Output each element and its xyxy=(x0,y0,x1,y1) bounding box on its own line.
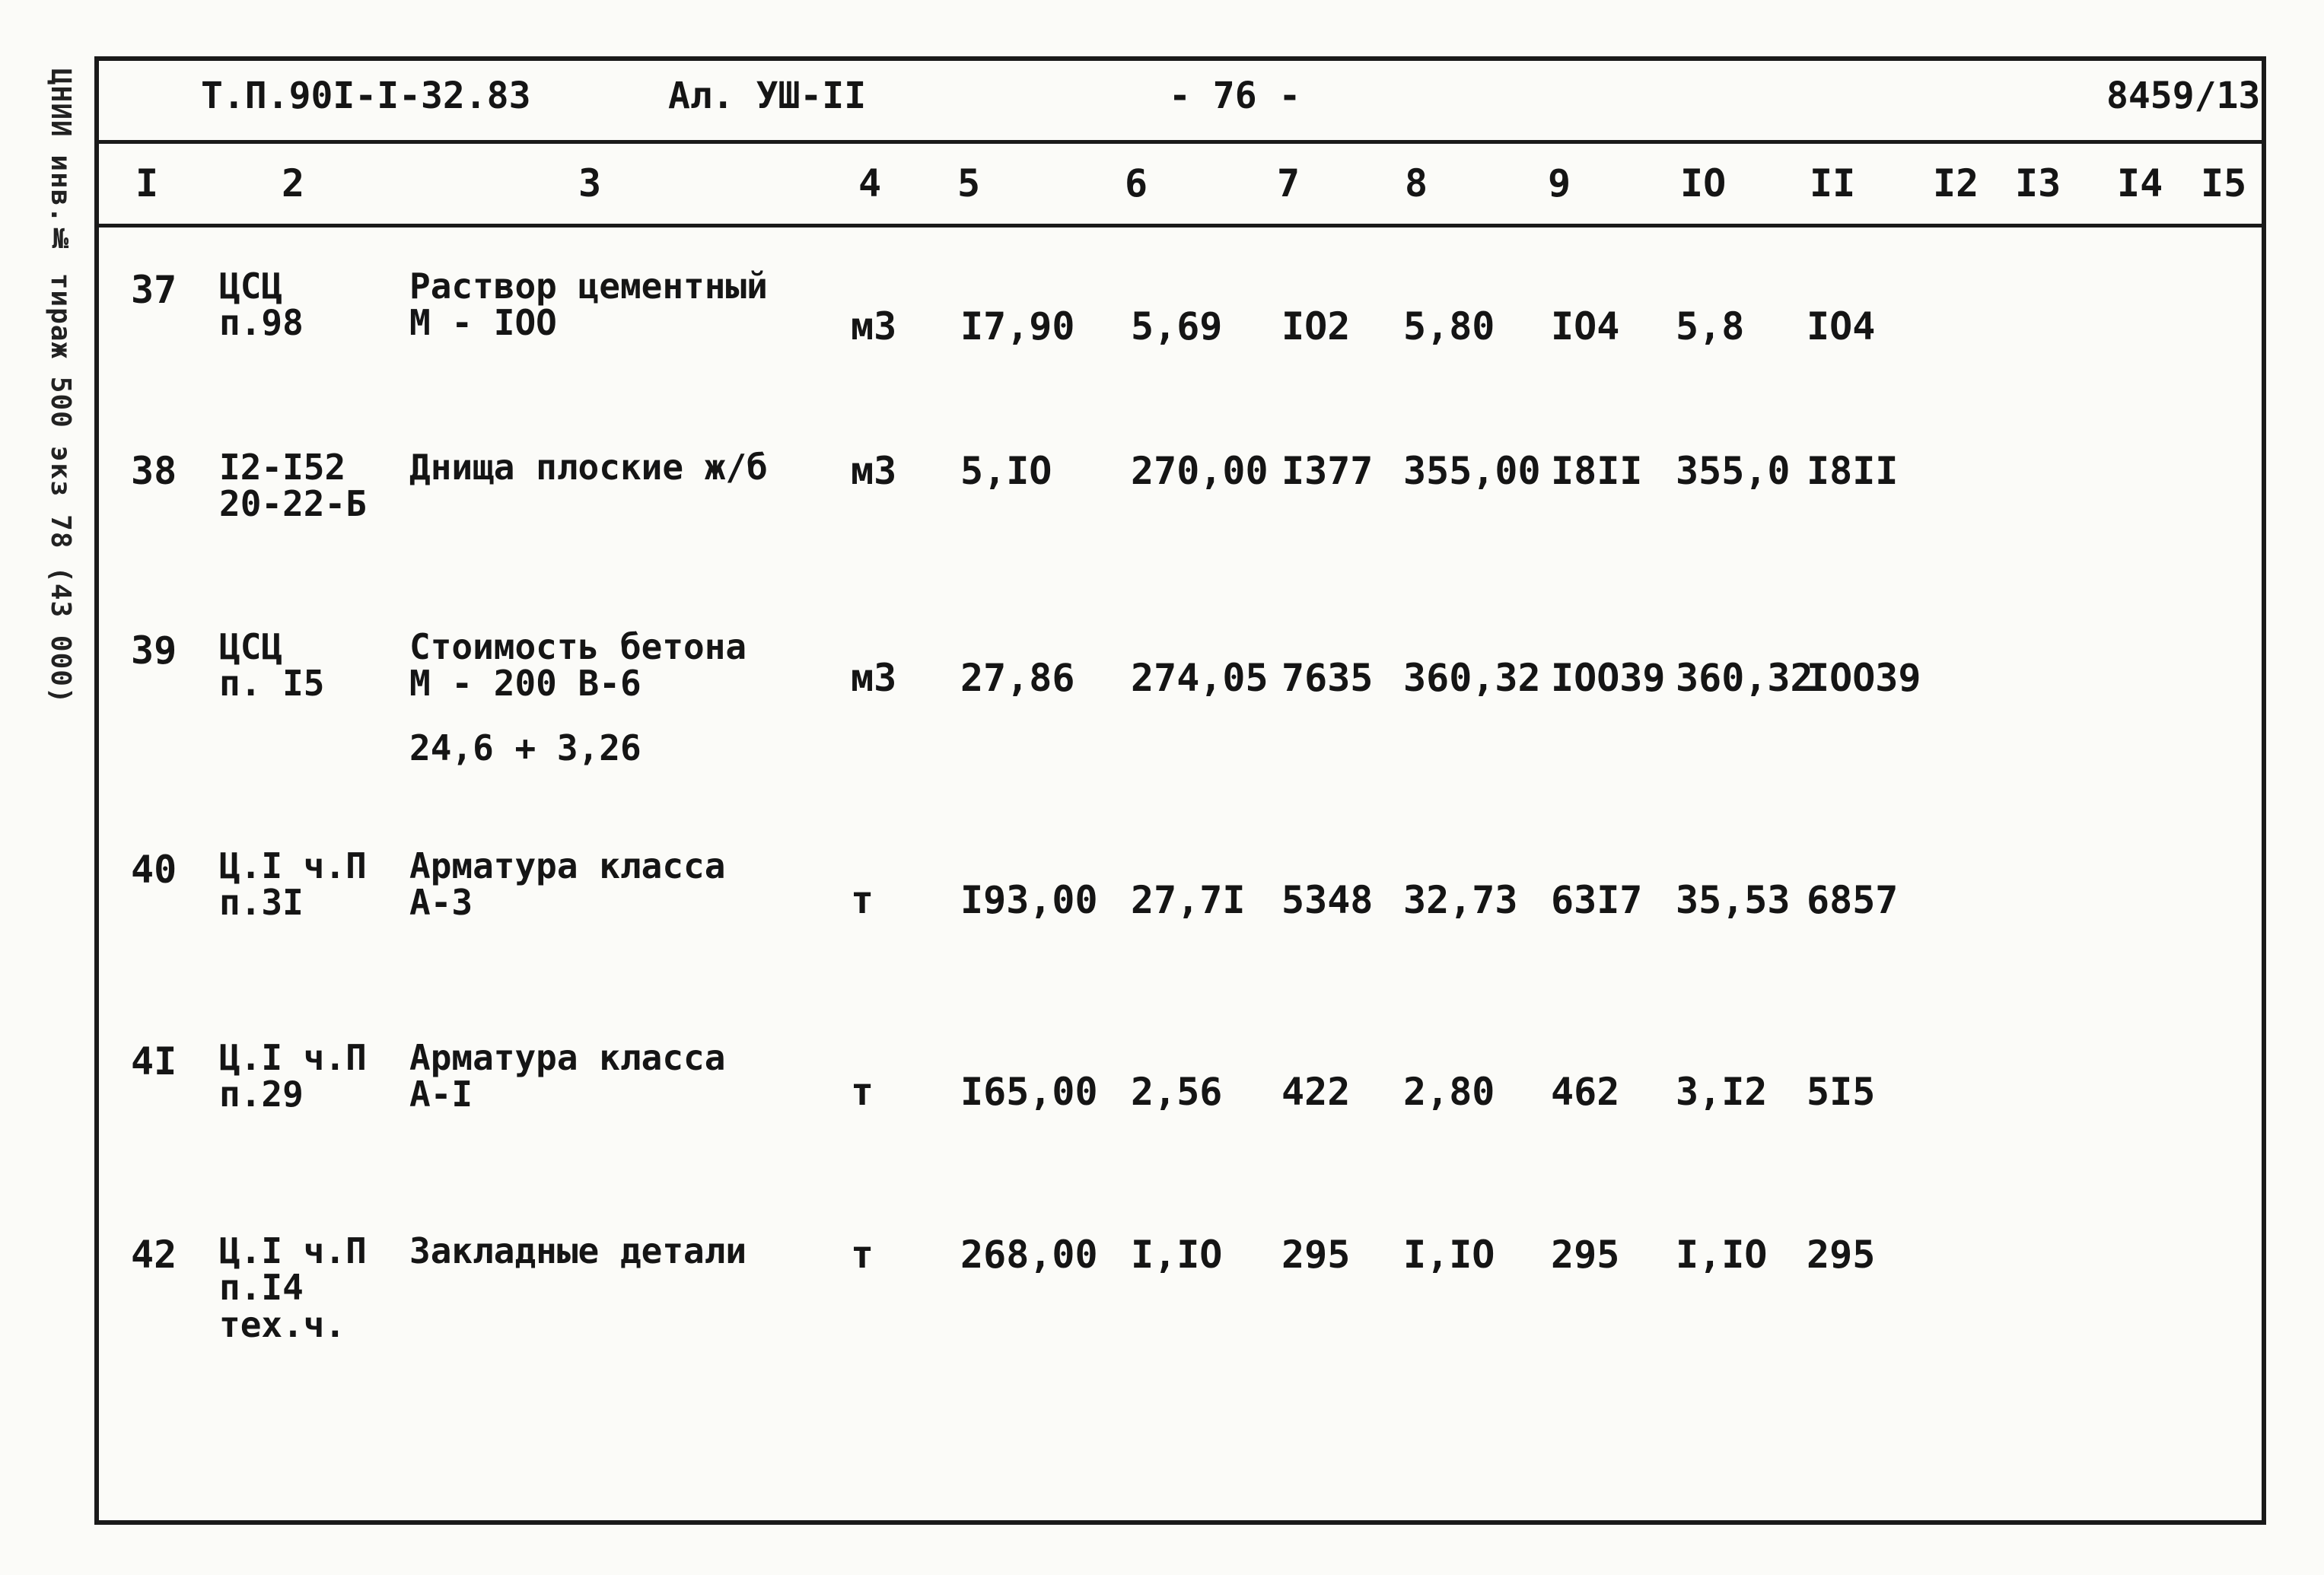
column-header-5: 5 xyxy=(957,161,981,205)
column-header-4: 4 xyxy=(858,161,882,205)
column-7-value: 295 xyxy=(1281,1233,1351,1277)
sheet-number: 8459/13 xyxy=(2106,75,2261,117)
column-6-value: 5,69 xyxy=(1131,304,1223,348)
column-header-13: I3 xyxy=(2015,161,2061,205)
column-header-15: I5 xyxy=(2201,161,2247,205)
column-8-value: I,IO xyxy=(1403,1233,1495,1277)
column-8-value: 5,80 xyxy=(1403,304,1495,348)
quantity-cell: I65,00 xyxy=(960,1070,1098,1114)
column-11-value: IO4 xyxy=(1807,304,1876,348)
column-10-value: 35,53 xyxy=(1676,878,1791,922)
column-10-value: 355,0 xyxy=(1676,449,1791,493)
row-number: 39 xyxy=(131,628,177,673)
row-number: 40 xyxy=(131,848,177,892)
column-header-12: I2 xyxy=(1933,161,1979,205)
column-7-value: I377 xyxy=(1281,449,1374,493)
column-number-divider xyxy=(94,224,2266,228)
row-description: Раствор цементный М - IOO xyxy=(409,266,768,344)
row-code: Ц.I ч.П п.3I xyxy=(219,845,367,924)
column-header-3: 3 xyxy=(578,161,602,205)
column-8-value: 360,32 xyxy=(1403,656,1541,700)
row-description: Арматура класса А-3 xyxy=(409,845,726,924)
unit-cell: т xyxy=(851,1233,874,1277)
margin-note: ЦНИИ инв.№ тираж 500 экз 78 (43 000) xyxy=(45,68,76,705)
column-11-value: IOO39 xyxy=(1807,656,1921,700)
row-code: ЦСЦ п. I5 xyxy=(219,626,325,705)
row-description: Арматура класса А-I xyxy=(409,1037,726,1115)
column-6-value: 2,56 xyxy=(1131,1070,1223,1114)
page-number: - 76 - xyxy=(1169,75,1301,117)
row-code: ЦСЦ п.98 xyxy=(219,266,304,344)
column-header-2: 2 xyxy=(282,161,305,205)
column-header-6: 6 xyxy=(1125,161,1148,205)
column-11-value: 5I5 xyxy=(1807,1070,1876,1114)
column-9-value: 462 xyxy=(1551,1070,1620,1114)
header-divider xyxy=(94,140,2266,144)
column-10-value: 3,I2 xyxy=(1676,1070,1768,1114)
column-11-value: 6857 xyxy=(1807,878,1899,922)
row-number: 38 xyxy=(131,449,177,493)
column-7-value: IO2 xyxy=(1281,304,1351,348)
unit-cell: м3 xyxy=(851,304,897,348)
column-9-value: IOO39 xyxy=(1551,656,1666,700)
column-7-value: 422 xyxy=(1281,1070,1351,1114)
quantity-cell: I93,00 xyxy=(960,878,1098,922)
column-6-value: I,IO xyxy=(1131,1233,1223,1277)
column-9-value: 295 xyxy=(1551,1233,1620,1277)
row-description: Стоимость бетона М - 200 В-6 xyxy=(409,626,747,705)
unit-cell: т xyxy=(851,878,874,922)
column-9-value: IO4 xyxy=(1551,304,1620,348)
unit-cell: м3 xyxy=(851,656,897,700)
column-10-value: I,IO xyxy=(1676,1233,1768,1277)
row-description: Закладные детали xyxy=(409,1230,747,1271)
row-number: 4I xyxy=(131,1039,177,1083)
document-code: Т.П.90I-I-32.83 xyxy=(201,75,531,117)
column-7-value: 5348 xyxy=(1281,878,1374,922)
column-header-11: II xyxy=(1810,161,1856,205)
column-9-value: I8II xyxy=(1551,449,1643,493)
row-code: I2-I52 20-22-Б xyxy=(219,447,367,525)
column-10-value: 5,8 xyxy=(1676,304,1745,348)
column-10-value: 360,32 xyxy=(1676,656,1813,700)
unit-cell: т xyxy=(851,1070,874,1114)
row-code: Ц.I ч.П п.29 xyxy=(219,1037,367,1115)
row-number: 37 xyxy=(131,268,177,312)
album-label: Ал. УШ-II xyxy=(668,75,867,117)
column-11-value: 295 xyxy=(1807,1233,1876,1277)
column-8-value: 2,80 xyxy=(1403,1070,1495,1114)
column-8-value: 32,73 xyxy=(1403,878,1518,922)
column-6-value: 274,05 xyxy=(1131,656,1269,700)
column-header-7: 7 xyxy=(1277,161,1300,205)
column-8-value: 355,00 xyxy=(1403,449,1541,493)
column-header-8: 8 xyxy=(1405,161,1428,205)
quantity-cell: I7,90 xyxy=(960,304,1075,348)
row-number: 42 xyxy=(131,1233,177,1277)
column-header-10: IO xyxy=(1680,161,1727,205)
column-11-value: I8II xyxy=(1807,449,1899,493)
concrete-calculation: 24,6 + 3,26 xyxy=(409,727,641,768)
quantity-cell: 5,IO xyxy=(960,449,1052,493)
column-header-14: I4 xyxy=(2117,161,2163,205)
column-7-value: 7635 xyxy=(1281,656,1374,700)
row-description: Днища плоские ж/б xyxy=(409,447,768,488)
quantity-cell: 268,00 xyxy=(960,1233,1098,1277)
quantity-cell: 27,86 xyxy=(960,656,1075,700)
column-header-9: 9 xyxy=(1548,161,1571,205)
column-6-value: 270,00 xyxy=(1131,449,1269,493)
column-header-1: I xyxy=(135,161,159,205)
unit-cell: м3 xyxy=(851,449,897,493)
row-code: Ц.I ч.П п.I4 тех.ч. xyxy=(219,1230,367,1345)
column-9-value: 63I7 xyxy=(1551,878,1643,922)
column-6-value: 27,7I xyxy=(1131,878,1246,922)
